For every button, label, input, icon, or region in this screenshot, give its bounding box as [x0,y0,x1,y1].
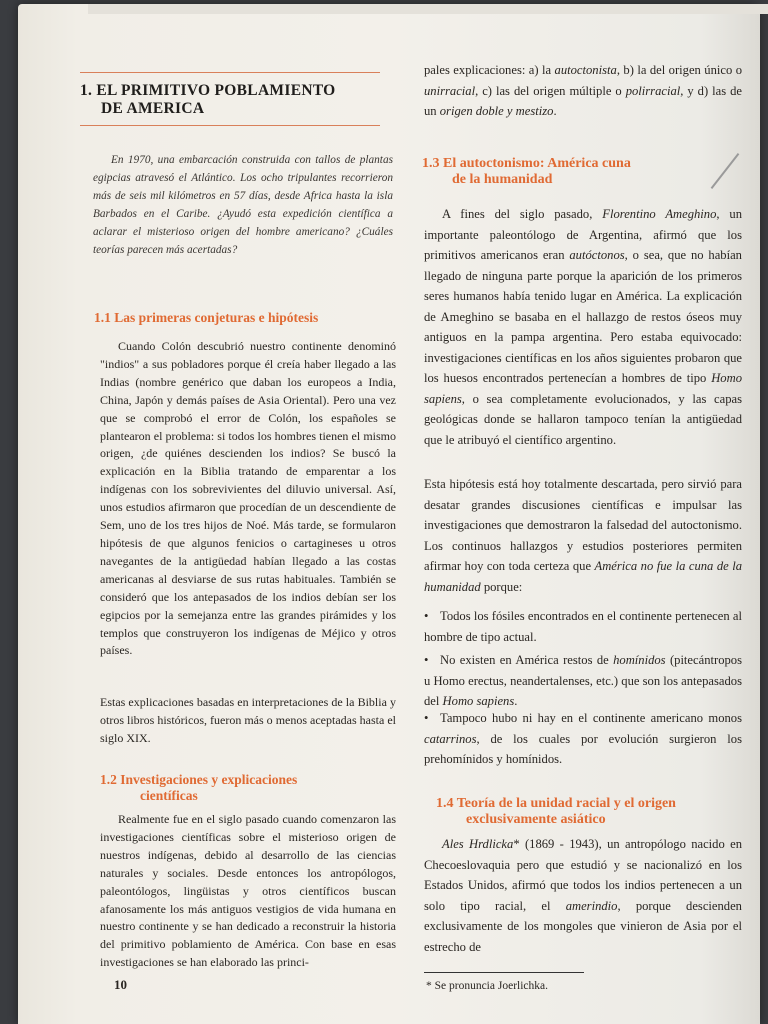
chapter-title [80,82,390,118]
section-1-3-paragraph-2: Esta hipótesis está hoy totalmente descartada, pero sirvió para desatar grandes discusiones científicas e impulsar las investigaciones que demostraron la falsedad del autoctonismo. Los continuos hallazgos y estudios posteriores permiten afirmar hoy con toda certeza que América no fue la cuna de la humanidad porque: [424,477,742,594]
continued-paragraph: pales explicaciones: a) la autoctonista, b) la del origen único o unirracial, c) las del origen múltiple o polirracial, y d) las de un origen doble y mestizo. [424,63,742,118]
bullet-icon: • [424,609,429,623]
section-1-3-title-line1: 1.3 El autoctonismo: América cuna [422,156,631,171]
section-1-3-paragraph-1: A fines del siglo pasado, Florentino Ameghino, un importante paleontólogo de Argentina, afirmó que los primitivos americanos eran autóctonos, o sea, que no habían llegado de ninguna parte porque la aparición de los primeros seres humanos había tenido lugar en América. La explicación de Ameghino se basaba en el hallazgo de restos óseos muy antiguos en la pampa argentina. Pero estaba equivocado: investigaciones científicas en los años siguientes probaron que los huesos encontrados pertenecían a hombres de tipo Homo sapiens, o sea completamente evolucionados, y las capas geológicas donde se hallaron tampoco tenían la antigüedad que le atribuyó el científico argentino. [424,207,743,447]
section-1-2-title-line2: científicas [140,788,198,803]
section-1-3-title-line2: de la humanidad [452,172,553,187]
bullet-icon: • [424,711,429,725]
bullet-item-1: • Todos los fósiles encontrados en el continente pertenecen al hombre de tipo actual. [424,606,742,647]
page-number: 10 [114,977,127,992]
chapter-title-line2: DE AMERICA [101,100,205,117]
section-1-1-paragraph-2: Estas explicaciones basadas en interpretaciones de la Biblia y otros libros históricos, fueron más o menos aceptadas hasta el siglo XIX. [100,695,396,745]
section-1-2-title-line1: 1.2 Investigaciones y explicaciones [100,772,298,787]
footnote: * Se pronuncia Joerlichka. [426,980,548,992]
section-1-1-paragraph-1: Cuando Colón descubrió nuestro continente denominó "indios" a sus pobladores porque él creía haber llegado a las Indias (nombre genérico que daban los europeos a India, China, Japón y demás países de Asia Oriental). Pero una vez que se comprobó el error de Colón, los españoles se plantearon el problema: si todos los hombres tienen el mismo origen, ¿de quiénes descienden los indios? Se buscó la explicación en la Biblia tratando de emparentar a los indígenas con los sobrevivientes del diluvio universal. Así, unos estudios afirmaron que procedían de un descendiente de Sem, uno de los tres hijos de Noé. Más tarde, se formularon hipótesis de que algunos fenicios o cartagineses u otros navegantes de la antigüedad habían llegado a las costas americanas al desviarse de sus rutas habituales. También se consideró que los antepasados de los indios debían ser los egipcios por la semejanza entre las grandes pirámides y los templos que construyeron los indígenas de Méjico y otros países. [100,339,396,658]
section-1-2-title [100,772,400,804]
book-page [18,4,760,1024]
bullet-item-3: • Tampoco hubo ni hay en el continente americano monos catarrinos, de los cuales por evolución surgieron los prehomínidos y homínidos. [424,708,742,770]
section-1-4-title-line1: 1.4 Teoría de la unidad racial y el origen [436,796,676,811]
section-1-4-paragraph-1: Ales Hrdlicka* (1869 - 1943), un antropólogo nacido en Checoeslovaquia pero que estudió y se nacionalizó en los Estados Unidos, afirmó que todos los indios pertenecen a un solo tipo racial, el amerindio, porque descienden exclusivamente de los mongoles que vinieron de Asia por el estrecho de [424,837,742,954]
chapter-title-line1: 1. EL PRIMITIVO POBLAMIENTO [80,82,336,99]
intro-paragraph: En 1970, una embarcación construida con tallos de plantas egipcias atravesó el Atlántico. Los ocho tripulantes recorrieron más de seis mil kilómetros en 57 días, desde Africa hasta la isla Barbados en el Caribe. ¿Ayudó esta expedición científica a aclarar el misterioso origen del hombre americano? ¿Cuáles teorías parecen más acertadas? [93,154,393,257]
section-1-4-title [436,796,756,828]
chapter-rule-top [80,72,380,73]
section-1-4-title-line2: exclusivamente asiático [466,812,606,827]
section-1-1-title: 1.1 Las primeras conjeturas e hipótesis [94,310,319,325]
footnote-rule [424,972,584,973]
bullet-icon: • [424,653,429,667]
section-1-3-title [422,156,742,188]
page-top-edge [88,4,768,14]
chapter-rule-bottom [80,125,380,126]
bullet-item-2: • No existen en América restos de homínidos (pitecántropos u Homo erectus, neandertalenses, etc.) que son los antepasados del Homo sapiens. [424,650,742,712]
section-1-2-paragraph-1: Realmente fue en el siglo pasado cuando comenzaron las investigaciones científicas sobre el misterioso origen de nuestros indígenas, debido al desarrollo de las ciencias naturales y sociales. Desde entonces los antropólogos, paleontólogos, lingüistas y otros científicos buscan afanosamente los más antiguos vestigios de vida humana en nuestro continente y se han dedicado a reconstruir la historia del primitivo poblamiento de América. Con base en esas investigaciones se han elaborado las princi- [100,812,396,970]
